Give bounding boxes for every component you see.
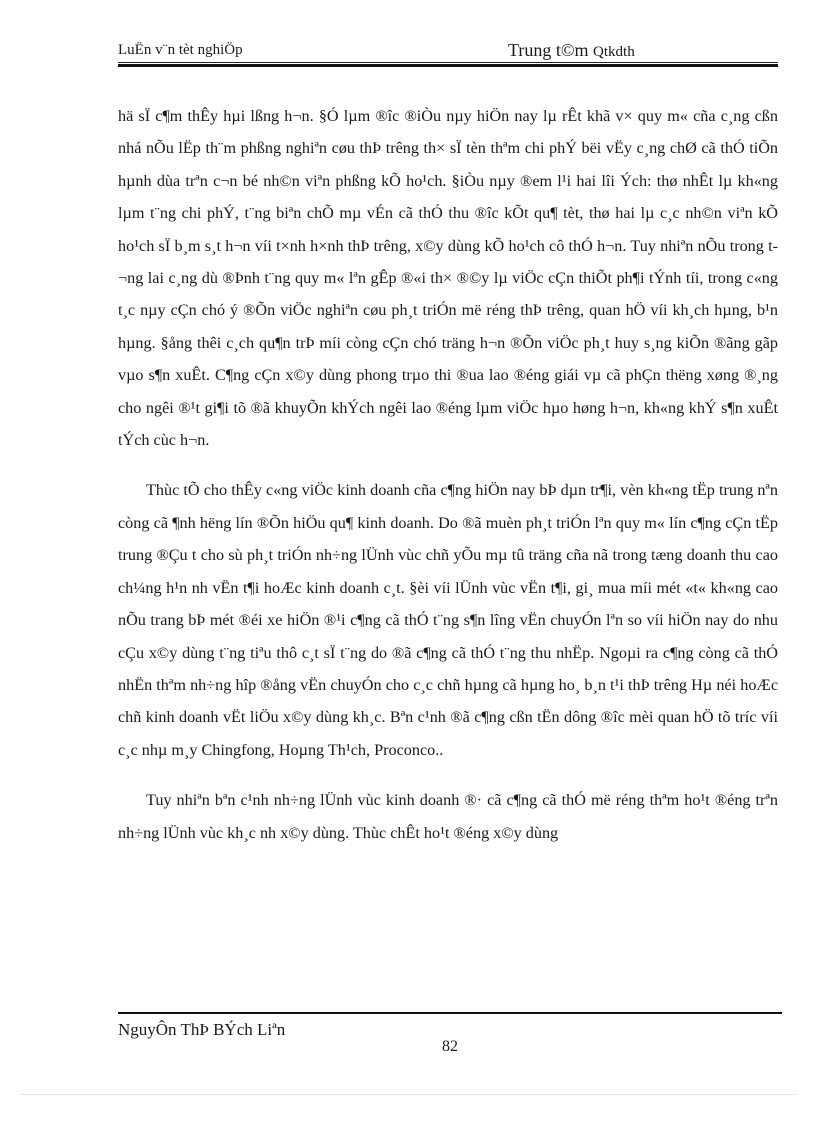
page-header [118, 40, 778, 64]
header-rule-thick [118, 64, 778, 67]
header-center-label [508, 40, 635, 61]
header-rule-thin [118, 62, 778, 63]
page-body [118, 100, 778, 867]
page-number: 82 [442, 1038, 458, 1055]
footer-author: NguyÔn ThÞ BÝch Liªn [118, 1020, 286, 1039]
paragraph-2: Thùc tÕ cho thÊy c«ng viÖc kinh doanh cña c¶ng hiÖn nay bÞ dµn tr¶i, vèn kh«ng tËp trung nªn còng cã ¶nh hëng lín ®Õn hiÖu qu¶ kinh doanh. Do ®ã muèn ph¸t triÓn lªn quy m« lín c¶ng cÇn tËp trung ®Çu t cho sù ph¸t triÓn nh÷ng lÜnh vùc chñ yÕu mµ tû träng cña nã trong tæng doanh thu cao ch¼ng h¹n nh vËn t¶i hoÆc kinh doanh c¸t. §èi víi lÜnh vùc vËn t¶i, gi¸ mua míi mét «t« kh«ng cao nÕu trang bÞ mét ®éi xe hiÖn ®¹i c¶ng cã thÓ t¨ng s¶n lîng vËn chuyÓn lªn so víi hiÖn nay do nhu cÇu x©y dùng t¨ng tiªu thô c¸t sÏ t¨ng do ®ã c¶ng cã thÓ t¨ng thu nhËp. Ngoµi ra c¶ng còng cã thÓ nhËn thªm nh÷ng hîp ®ång vËn chuyÓn cho c¸c chñ hµng cã hµng ho¸ b¸n t¹i thÞ trêng Hµ néi hoÆc chñ kinh doanh vËt liÖu x©y dùng kh¸c. Bªn c¹nh ®ã c¶ng cßn tËn dông ®îc mèi quan hÖ tõ tríc víi c¸c nhµ m¸y Chingfong, Hoµng Th¹ch, Proconco.. [118, 481, 778, 759]
paragraph-1: hä sÏ c¶m thÊy hµi lßng h¬n. §Ó lµm ®îc ®iÒu nµy hiÖn nay lµ rÊt khã v× quy m« cña c¸ng cßn nhá nÕu lËp th¨m phßng nghiªn cøu thÞ trêng th× sÏ tèn thªm chi phÝ bëi vËy c¸ng chØ cã thÓ tiÕn hµnh dùa trªn c¬n bé nh©n viªn phßng kÕ ho¹ch. §iÒu nµy ®em l¹i hai lîi Ých: thø nhÊt lµ kh«ng lµm t¨ng chi phÝ, t¨ng biªn chÕ mµ vÉn cã thÓ thu ®îc kÕt qu¶ tèt, thø hai lµ c¸c nh©n viªn kÕ ho¹ch sÏ b¸m s¸t h¬n víi t×nh h×nh thÞ trêng, x©y dùng kÕ ho¹ch cô thÓ h¬n. Tuy nhiªn nÕu trong t¬ng lai c¸ng dù ®Þnh t¨ng quy m« lªn gÊp ®«i th× ®©y lµ viÖc cÇn thiÕt ph¶i tÝnh tíi, trong c«ng t¸c nµy cÇn chó ý ®Õn viÖc nghiªn cøu ph¸t triÓn më réng thÞ trêng, quan hÖ víi kh¸ch hµng, b¹n hµng. §ång thêi c¸ch qu¶n trÞ míi còng cÇn chó träng h¬n ®Õn viÖc ph¸t huy s¸ng kiÕn ®ãng gãp vµo s¶n xuÊt. C¶ng cÇn x©y dùng phong trµo thi ®ua lao ®éng giái vµ cã phÇn thëng xøng ®¸ng cho ngêi ®¹t gi¶i tõ ®ã khuyÕn khÝch ngêi lao ®éng lµm viÖc hµo høng h¬n, kh«ng khÝ s¶n xuÊt tÝch cùc h¬n. [118, 107, 778, 450]
header-thesis-label: LuËn v¨n tèt nghiÖp [118, 42, 243, 58]
header-center-small: Qtkdth [593, 44, 635, 60]
footer-rule [118, 1012, 782, 1014]
paragraph-3: Tuy nhiªn bªn c¹nh nh÷ng lÜnh vùc kinh doanh ®· cã c¶ng cã thÓ më réng thªm ho¹t ®éng trªn nh÷ng lÜnh vùc kh¸c nh x©y dùng. Thùc chÊt ho¹t ®éng x©y dùng [118, 791, 778, 842]
page-edge-dotted-line [20, 1094, 796, 1095]
header-center-main: Trung t©m [508, 40, 589, 60]
